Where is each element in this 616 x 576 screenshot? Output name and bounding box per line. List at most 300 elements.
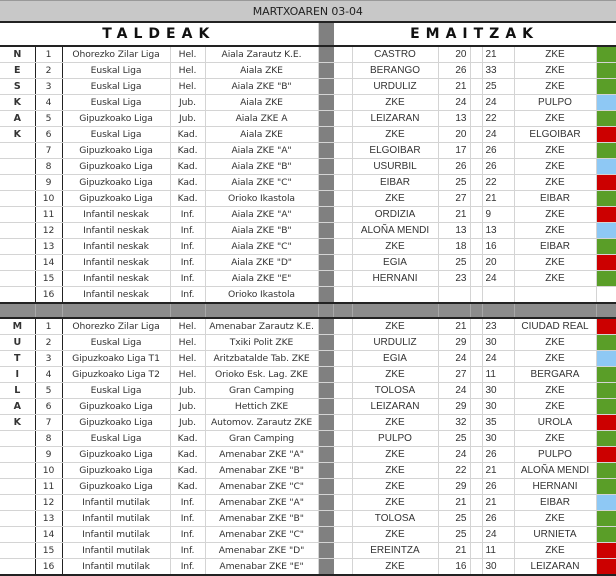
home-team-cell[interactable]: ELGOIBAR: [352, 143, 438, 159]
home-team-cell[interactable]: ORDIZIA: [352, 207, 438, 223]
away-score-cell[interactable]: 24: [482, 527, 514, 543]
category-cell[interactable]: Kad.: [170, 431, 205, 447]
away-team-cell[interactable]: ZKE: [514, 159, 596, 175]
away-team-cell[interactable]: ZKE: [514, 46, 596, 63]
league-cell[interactable]: Infantil mutilak: [62, 495, 170, 511]
home-score-cell[interactable]: 25: [438, 511, 470, 527]
away-score-cell[interactable]: 25: [482, 79, 514, 95]
team-cell[interactable]: Aiala ZKE "C": [205, 239, 318, 255]
team-cell[interactable]: Aiala ZKE "B": [205, 79, 318, 95]
away-team-cell[interactable]: LEIZARAN: [514, 559, 596, 576]
away-team-cell[interactable]: ZKE: [514, 207, 596, 223]
result-color-cell[interactable]: [596, 399, 616, 415]
category-cell[interactable]: Inf.: [170, 511, 205, 527]
away-team-cell[interactable]: ZKE: [514, 175, 596, 191]
away-score-cell[interactable]: 30: [482, 399, 514, 415]
home-score-cell[interactable]: 18: [438, 239, 470, 255]
away-team-cell[interactable]: ZKE: [514, 543, 596, 559]
home-team-cell[interactable]: TOLOSA: [352, 383, 438, 399]
home-score-cell[interactable]: 25: [438, 431, 470, 447]
home-team-cell[interactable]: ZKE: [352, 191, 438, 207]
home-score-cell[interactable]: 22: [438, 463, 470, 479]
category-cell[interactable]: Inf.: [170, 239, 205, 255]
home-team-cell[interactable]: ZKE: [352, 127, 438, 143]
spacer-cell[interactable]: [470, 271, 482, 287]
away-score-cell[interactable]: 26: [482, 143, 514, 159]
home-team-cell[interactable]: ZKE: [352, 318, 438, 335]
away-team-cell[interactable]: ZKE: [514, 399, 596, 415]
away-team-cell[interactable]: ZKE: [514, 255, 596, 271]
result-color-cell[interactable]: [596, 127, 616, 143]
away-score-cell[interactable]: 30: [482, 335, 514, 351]
result-color-cell[interactable]: [596, 111, 616, 127]
spacer-cell[interactable]: [470, 527, 482, 543]
blank-cell[interactable]: [333, 127, 352, 143]
result-color-cell[interactable]: [596, 415, 616, 431]
home-score-cell[interactable]: 24: [438, 351, 470, 367]
league-cell[interactable]: Gipuzkoako Liga: [62, 415, 170, 431]
away-score-cell[interactable]: 20: [482, 255, 514, 271]
spacer-cell[interactable]: [470, 191, 482, 207]
team-cell[interactable]: Aiala Zarautz K.E.: [205, 46, 318, 63]
result-color-cell[interactable]: [596, 46, 616, 63]
result-color-cell[interactable]: [596, 543, 616, 559]
away-team-cell[interactable]: EIBAR: [514, 495, 596, 511]
home-team-cell[interactable]: URDULIZ: [352, 335, 438, 351]
category-cell[interactable]: Inf.: [170, 255, 205, 271]
away-team-cell[interactable]: [514, 287, 596, 304]
spacer-cell[interactable]: [470, 335, 482, 351]
home-team-cell[interactable]: ZKE: [352, 415, 438, 431]
league-cell[interactable]: Gipuzkoako Liga: [62, 159, 170, 175]
result-color-cell[interactable]: [596, 479, 616, 495]
away-score-cell[interactable]: 21: [482, 46, 514, 63]
home-team-cell[interactable]: ZKE: [352, 479, 438, 495]
team-cell[interactable]: Aiala ZKE: [205, 127, 318, 143]
home-team-cell[interactable]: URDULIZ: [352, 79, 438, 95]
team-cell[interactable]: Orioko Esk. Lag. ZKE: [205, 367, 318, 383]
home-team-cell[interactable]: ZKE: [352, 447, 438, 463]
away-score-cell[interactable]: 22: [482, 111, 514, 127]
home-score-cell[interactable]: 16: [438, 559, 470, 576]
home-team-cell[interactable]: ZKE: [352, 559, 438, 576]
category-cell[interactable]: Kad.: [170, 159, 205, 175]
category-cell[interactable]: Jub.: [170, 383, 205, 399]
home-team-cell[interactable]: EREINTZA: [352, 543, 438, 559]
league-cell[interactable]: Infantil neskak: [62, 255, 170, 271]
home-score-cell[interactable]: 20: [438, 46, 470, 63]
team-cell[interactable]: Amenabar ZKE "A": [205, 447, 318, 463]
home-score-cell[interactable]: 25: [438, 527, 470, 543]
away-team-cell[interactable]: ZKE: [514, 271, 596, 287]
blank-cell[interactable]: [333, 175, 352, 191]
blank-cell[interactable]: [333, 415, 352, 431]
team-cell[interactable]: Txiki Polit ZKE: [205, 335, 318, 351]
league-cell[interactable]: Gipuzkoako Liga T1: [62, 351, 170, 367]
spacer-cell[interactable]: [470, 223, 482, 239]
home-score-cell[interactable]: 29: [438, 479, 470, 495]
spacer-cell[interactable]: [470, 255, 482, 271]
home-score-cell[interactable]: 21: [438, 318, 470, 335]
team-cell[interactable]: Aiala ZKE: [205, 63, 318, 79]
home-team-cell[interactable]: PULPO: [352, 431, 438, 447]
blank-cell[interactable]: [333, 335, 352, 351]
team-cell[interactable]: Amenabar ZKE "C": [205, 479, 318, 495]
team-cell[interactable]: Amenabar ZKE "B": [205, 463, 318, 479]
blank-cell[interactable]: [333, 367, 352, 383]
result-color-cell[interactable]: [596, 431, 616, 447]
category-cell[interactable]: Inf.: [170, 287, 205, 304]
home-score-cell[interactable]: 29: [438, 335, 470, 351]
blank-cell[interactable]: [333, 111, 352, 127]
away-score-cell[interactable]: 22: [482, 175, 514, 191]
blank-cell[interactable]: [333, 239, 352, 255]
home-score-cell[interactable]: 24: [438, 447, 470, 463]
away-score-cell[interactable]: 35: [482, 415, 514, 431]
blank-cell[interactable]: [333, 463, 352, 479]
league-cell[interactable]: Infantil neskak: [62, 207, 170, 223]
away-team-cell[interactable]: HERNANI: [514, 479, 596, 495]
result-color-cell[interactable]: [596, 287, 616, 304]
blank-cell[interactable]: [333, 79, 352, 95]
spacer-cell[interactable]: [470, 415, 482, 431]
category-cell[interactable]: Jub.: [170, 95, 205, 111]
category-cell[interactable]: Inf.: [170, 271, 205, 287]
away-score-cell[interactable]: 24: [482, 95, 514, 111]
blank-cell[interactable]: [333, 399, 352, 415]
league-cell[interactable]: Euskal Liga: [62, 95, 170, 111]
result-color-cell[interactable]: [596, 191, 616, 207]
league-cell[interactable]: Ohorezko Zilar Liga: [62, 318, 170, 335]
away-team-cell[interactable]: ZKE: [514, 79, 596, 95]
result-color-cell[interactable]: [596, 207, 616, 223]
blank-cell[interactable]: [333, 431, 352, 447]
result-color-cell[interactable]: [596, 511, 616, 527]
home-team-cell[interactable]: BERANGO: [352, 63, 438, 79]
spacer-cell[interactable]: [470, 479, 482, 495]
home-team-cell[interactable]: [352, 287, 438, 304]
blank-cell[interactable]: [333, 223, 352, 239]
category-cell[interactable]: Hel.: [170, 46, 205, 63]
category-cell[interactable]: Jub.: [170, 399, 205, 415]
result-color-cell[interactable]: [596, 255, 616, 271]
home-score-cell[interactable]: 17: [438, 143, 470, 159]
blank-cell[interactable]: [333, 191, 352, 207]
result-color-cell[interactable]: [596, 383, 616, 399]
home-team-cell[interactable]: ZKE: [352, 239, 438, 255]
away-score-cell[interactable]: 16: [482, 239, 514, 255]
category-cell[interactable]: Inf.: [170, 495, 205, 511]
league-cell[interactable]: Ohorezko Zilar Liga: [62, 46, 170, 63]
away-score-cell[interactable]: 30: [482, 559, 514, 576]
away-score-cell[interactable]: 21: [482, 463, 514, 479]
away-team-cell[interactable]: ELGOIBAR: [514, 127, 596, 143]
home-team-cell[interactable]: EIBAR: [352, 175, 438, 191]
away-team-cell[interactable]: PULPO: [514, 95, 596, 111]
blank-cell[interactable]: [333, 543, 352, 559]
away-score-cell[interactable]: 21: [482, 191, 514, 207]
spacer-cell[interactable]: [470, 383, 482, 399]
league-cell[interactable]: Gipuzkoako Liga: [62, 191, 170, 207]
spacer-cell[interactable]: [470, 143, 482, 159]
league-cell[interactable]: Gipuzkoako Liga: [62, 143, 170, 159]
result-color-cell[interactable]: [596, 159, 616, 175]
category-cell[interactable]: Kad.: [170, 447, 205, 463]
result-color-cell[interactable]: [596, 335, 616, 351]
category-cell[interactable]: Hel.: [170, 318, 205, 335]
home-score-cell[interactable]: 23: [438, 271, 470, 287]
team-cell[interactable]: Aiala ZKE "B": [205, 223, 318, 239]
league-cell[interactable]: Gipuzkoako Liga: [62, 463, 170, 479]
team-cell[interactable]: Amenabar ZKE "C": [205, 527, 318, 543]
home-score-cell[interactable]: 21: [438, 207, 470, 223]
home-team-cell[interactable]: TOLOSA: [352, 511, 438, 527]
blank-cell[interactable]: [333, 63, 352, 79]
league-cell[interactable]: Gipuzkoako Liga: [62, 447, 170, 463]
home-score-cell[interactable]: 29: [438, 399, 470, 415]
category-cell[interactable]: Jub.: [170, 415, 205, 431]
team-cell[interactable]: Aritzbatalde Tab. ZKE: [205, 351, 318, 367]
blank-cell[interactable]: [333, 511, 352, 527]
league-cell[interactable]: Infantil neskak: [62, 271, 170, 287]
league-cell[interactable]: Gipuzkoako Liga: [62, 175, 170, 191]
away-team-cell[interactable]: UROLA: [514, 415, 596, 431]
away-team-cell[interactable]: BERGARA: [514, 367, 596, 383]
spacer-cell[interactable]: [470, 63, 482, 79]
away-score-cell[interactable]: 21: [482, 495, 514, 511]
spacer-cell[interactable]: [470, 399, 482, 415]
home-team-cell[interactable]: ZKE: [352, 367, 438, 383]
home-score-cell[interactable]: 32: [438, 415, 470, 431]
away-score-cell[interactable]: 30: [482, 383, 514, 399]
blank-cell[interactable]: [333, 143, 352, 159]
spacer-cell[interactable]: [470, 111, 482, 127]
team-cell[interactable]: Aiala ZKE "C": [205, 175, 318, 191]
away-score-cell[interactable]: 24: [482, 127, 514, 143]
league-cell[interactable]: Gipuzkoako Liga: [62, 479, 170, 495]
blank-cell[interactable]: [333, 271, 352, 287]
away-team-cell[interactable]: ZKE: [514, 335, 596, 351]
team-cell[interactable]: Aiala ZKE "A": [205, 207, 318, 223]
home-score-cell[interactable]: 26: [438, 63, 470, 79]
away-team-cell[interactable]: ZKE: [514, 63, 596, 79]
away-team-cell[interactable]: ZKE: [514, 431, 596, 447]
away-score-cell[interactable]: 23: [482, 318, 514, 335]
result-color-cell[interactable]: [596, 495, 616, 511]
team-cell[interactable]: Orioko Ikastola: [205, 191, 318, 207]
category-cell[interactable]: Inf.: [170, 527, 205, 543]
home-team-cell[interactable]: USURBIL: [352, 159, 438, 175]
category-cell[interactable]: Hel.: [170, 367, 205, 383]
result-color-cell[interactable]: [596, 95, 616, 111]
blank-cell[interactable]: [333, 46, 352, 63]
result-color-cell[interactable]: [596, 239, 616, 255]
category-cell[interactable]: Kad.: [170, 191, 205, 207]
home-team-cell[interactable]: HERNANI: [352, 271, 438, 287]
away-score-cell[interactable]: 13: [482, 223, 514, 239]
spacer-cell[interactable]: [470, 127, 482, 143]
away-team-cell[interactable]: ZKE: [514, 383, 596, 399]
spacer-cell[interactable]: [470, 207, 482, 223]
home-team-cell[interactable]: ZKE: [352, 527, 438, 543]
blank-cell[interactable]: [333, 95, 352, 111]
league-cell[interactable]: Euskal Liga: [62, 63, 170, 79]
away-team-cell[interactable]: URNIETA: [514, 527, 596, 543]
league-cell[interactable]: Euskal Liga: [62, 383, 170, 399]
away-score-cell[interactable]: 9: [482, 207, 514, 223]
category-cell[interactable]: Hel.: [170, 63, 205, 79]
team-cell[interactable]: Amenabar ZKE "B": [205, 511, 318, 527]
blank-cell[interactable]: [333, 207, 352, 223]
blank-cell[interactable]: [333, 159, 352, 175]
team-cell[interactable]: Amenabar ZKE "A": [205, 495, 318, 511]
league-cell[interactable]: Infantil neskak: [62, 223, 170, 239]
category-cell[interactable]: Kad.: [170, 175, 205, 191]
team-cell[interactable]: Gran Camping: [205, 431, 318, 447]
team-cell[interactable]: Orioko Ikastola: [205, 287, 318, 304]
home-score-cell[interactable]: 21: [438, 79, 470, 95]
spacer-cell[interactable]: [470, 287, 482, 304]
spacer-cell[interactable]: [470, 511, 482, 527]
league-cell[interactable]: Infantil mutilak: [62, 511, 170, 527]
away-team-cell[interactable]: EIBAR: [514, 239, 596, 255]
away-score-cell[interactable]: 26: [482, 479, 514, 495]
home-score-cell[interactable]: 21: [438, 543, 470, 559]
away-score-cell[interactable]: 11: [482, 543, 514, 559]
result-color-cell[interactable]: [596, 79, 616, 95]
home-team-cell[interactable]: LEIZARAN: [352, 399, 438, 415]
league-cell[interactable]: Gipuzkoako Liga T2: [62, 367, 170, 383]
home-score-cell[interactable]: 13: [438, 111, 470, 127]
home-score-cell[interactable]: 26: [438, 159, 470, 175]
result-color-cell[interactable]: [596, 463, 616, 479]
league-cell[interactable]: Gipuzkoako Liga: [62, 111, 170, 127]
blank-cell[interactable]: [333, 527, 352, 543]
spacer-cell[interactable]: [470, 79, 482, 95]
spacer-cell[interactable]: [470, 351, 482, 367]
away-score-cell[interactable]: 26: [482, 447, 514, 463]
home-score-cell[interactable]: 21: [438, 495, 470, 511]
team-cell[interactable]: Aiala ZKE "A": [205, 143, 318, 159]
team-cell[interactable]: Amenabar ZKE "D": [205, 543, 318, 559]
category-cell[interactable]: Kad.: [170, 127, 205, 143]
home-team-cell[interactable]: ZKE: [352, 495, 438, 511]
team-cell[interactable]: Aiala ZKE A: [205, 111, 318, 127]
blank-cell[interactable]: [333, 351, 352, 367]
team-cell[interactable]: Amenabar Zarautz K.E.: [205, 318, 318, 335]
spacer-cell[interactable]: [470, 463, 482, 479]
home-team-cell[interactable]: EGIA: [352, 255, 438, 271]
league-cell[interactable]: Gipuzkoako Liga: [62, 399, 170, 415]
category-cell[interactable]: Kad.: [170, 463, 205, 479]
league-cell[interactable]: Infantil mutilak: [62, 527, 170, 543]
home-score-cell[interactable]: 25: [438, 255, 470, 271]
home-score-cell[interactable]: 20: [438, 127, 470, 143]
blank-cell[interactable]: [333, 318, 352, 335]
team-cell[interactable]: Aiala ZKE "D": [205, 255, 318, 271]
away-score-cell[interactable]: 11: [482, 367, 514, 383]
team-cell[interactable]: Gran Camping: [205, 383, 318, 399]
category-cell[interactable]: Kad.: [170, 143, 205, 159]
spacer-cell[interactable]: [470, 559, 482, 576]
category-cell[interactable]: Inf.: [170, 207, 205, 223]
result-color-cell[interactable]: [596, 351, 616, 367]
away-team-cell[interactable]: PULPO: [514, 447, 596, 463]
league-cell[interactable]: Euskal Liga: [62, 127, 170, 143]
home-score-cell[interactable]: 24: [438, 95, 470, 111]
away-score-cell[interactable]: 26: [482, 511, 514, 527]
spacer-cell[interactable]: [470, 431, 482, 447]
team-cell[interactable]: Aiala ZKE "B": [205, 159, 318, 175]
away-team-cell[interactable]: ZKE: [514, 511, 596, 527]
result-color-cell[interactable]: [596, 143, 616, 159]
category-cell[interactable]: Kad.: [170, 479, 205, 495]
home-team-cell[interactable]: ZKE: [352, 463, 438, 479]
category-cell[interactable]: Hel.: [170, 79, 205, 95]
away-team-cell[interactable]: EIBAR: [514, 191, 596, 207]
home-score-cell[interactable]: 13: [438, 223, 470, 239]
result-color-cell[interactable]: [596, 223, 616, 239]
spacer-cell[interactable]: [470, 175, 482, 191]
home-team-cell[interactable]: LEIZARAN: [352, 111, 438, 127]
result-color-cell[interactable]: [596, 318, 616, 335]
result-color-cell[interactable]: [596, 367, 616, 383]
result-color-cell[interactable]: [596, 63, 616, 79]
result-color-cell[interactable]: [596, 271, 616, 287]
result-color-cell[interactable]: [596, 175, 616, 191]
spacer-cell[interactable]: [470, 318, 482, 335]
spacer-cell[interactable]: [470, 447, 482, 463]
away-score-cell[interactable]: 26: [482, 159, 514, 175]
spacer-cell[interactable]: [470, 543, 482, 559]
blank-cell[interactable]: [333, 559, 352, 576]
team-cell[interactable]: Automov. Zarautz ZKE: [205, 415, 318, 431]
spacer-cell[interactable]: [470, 495, 482, 511]
result-color-cell[interactable]: [596, 447, 616, 463]
league-cell[interactable]: Infantil neskak: [62, 287, 170, 304]
result-color-cell[interactable]: [596, 527, 616, 543]
league-cell[interactable]: Infantil neskak: [62, 239, 170, 255]
away-score-cell[interactable]: 24: [482, 351, 514, 367]
spacer-cell[interactable]: [470, 367, 482, 383]
away-team-cell[interactable]: ZKE: [514, 351, 596, 367]
team-cell[interactable]: Aiala ZKE "E": [205, 271, 318, 287]
away-team-cell[interactable]: CIUDAD REAL: [514, 318, 596, 335]
home-team-cell[interactable]: CASTRO: [352, 46, 438, 63]
away-score-cell[interactable]: [482, 287, 514, 304]
blank-cell[interactable]: [333, 383, 352, 399]
league-cell[interactable]: Infantil mutilak: [62, 543, 170, 559]
away-team-cell[interactable]: ALOÑA MENDI: [514, 463, 596, 479]
league-cell[interactable]: Euskal Liga: [62, 79, 170, 95]
home-team-cell[interactable]: ALOÑA MENDI: [352, 223, 438, 239]
home-score-cell[interactable]: 27: [438, 367, 470, 383]
home-score-cell[interactable]: [438, 287, 470, 304]
blank-cell[interactable]: [333, 255, 352, 271]
away-score-cell[interactable]: 33: [482, 63, 514, 79]
team-cell[interactable]: Aiala ZKE: [205, 95, 318, 111]
category-cell[interactable]: Inf.: [170, 559, 205, 576]
away-score-cell[interactable]: 30: [482, 431, 514, 447]
result-color-cell[interactable]: [596, 559, 616, 576]
home-score-cell[interactable]: 25: [438, 175, 470, 191]
blank-cell[interactable]: [333, 287, 352, 304]
blank-cell[interactable]: [333, 479, 352, 495]
category-cell[interactable]: Inf.: [170, 543, 205, 559]
home-score-cell[interactable]: 27: [438, 191, 470, 207]
spacer-cell[interactable]: [470, 46, 482, 63]
team-cell[interactable]: Hettich ZKE: [205, 399, 318, 415]
